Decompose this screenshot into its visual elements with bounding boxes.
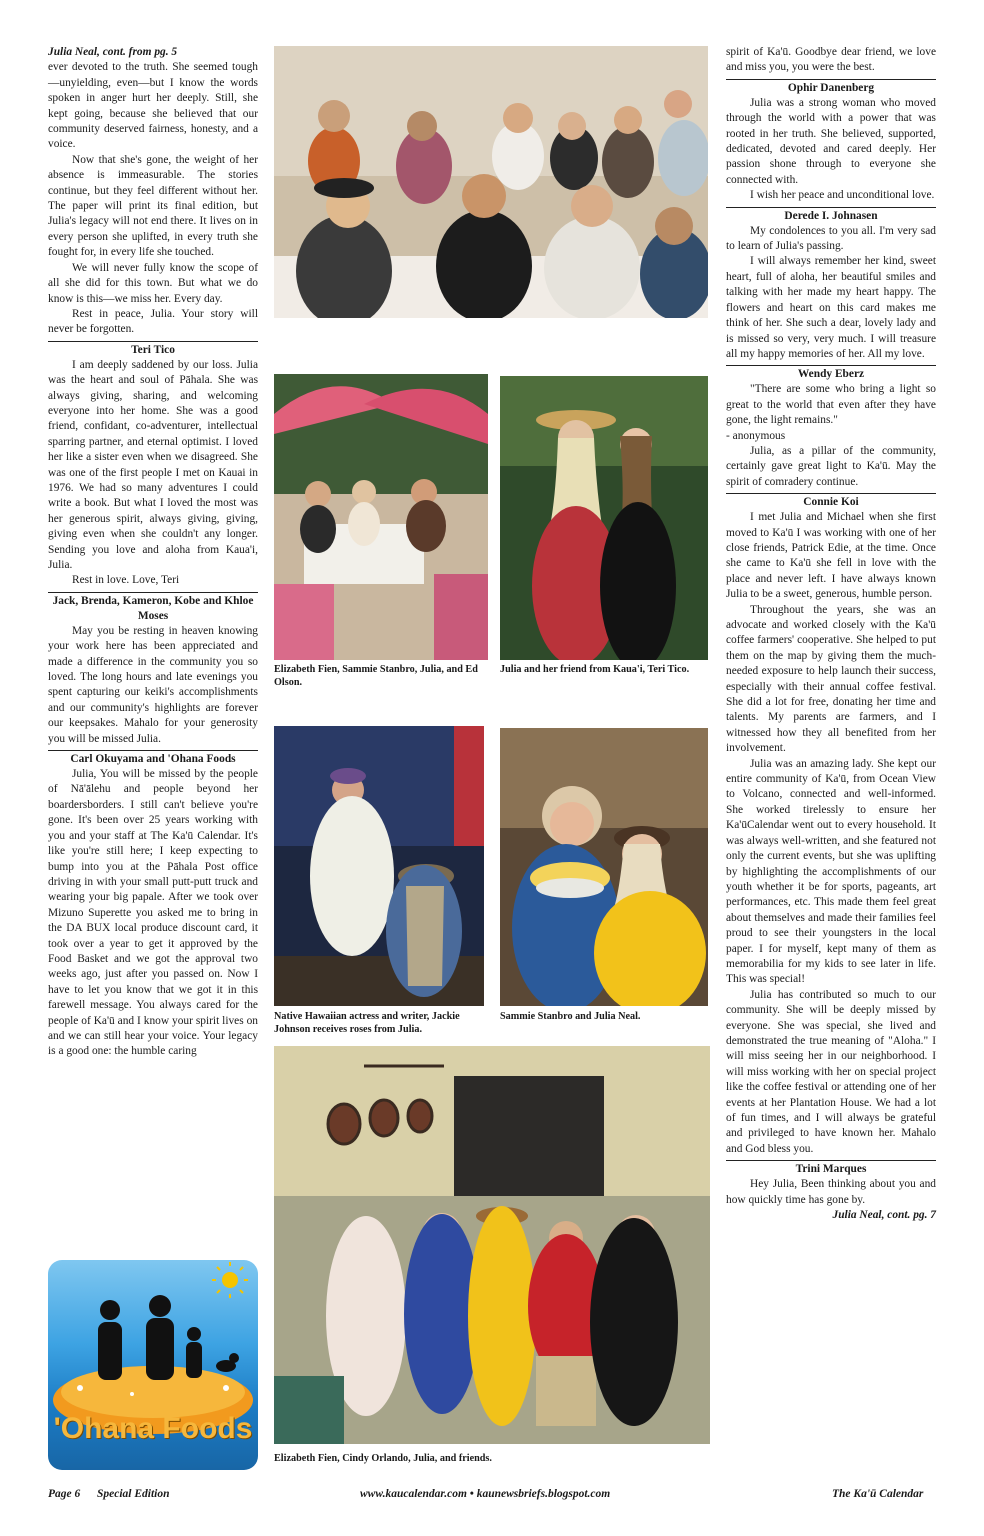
tribute-author-ophir: Ophir Danenberg: [726, 79, 936, 96]
caption-restaurant: Elizabeth Fien, Sammie Stanbro, Julia, and Ed Olson.: [274, 664, 478, 688]
tribute-paragraph: My condolences to you all. I'm very sad to learn of Julia's passing.: [726, 224, 936, 253]
tribute-paragraph: Rest in love. Love, Teri: [72, 574, 180, 587]
group-photo-table: [274, 46, 708, 318]
article-paragraph: ever devoted to the truth. She seemed tough—unyielding, even—but I know the words spoken in anger hurt her deeply. Still, she kept going, because she believed that our community deserved fairness, honesty, and a voice.: [48, 61, 258, 151]
tribute-author-moses: Jack, Brenda, Kameron, Kobe and Khloe Moses: [48, 592, 258, 624]
footer-page-number: Page 6: [48, 1488, 81, 1500]
column-right: [726, 45, 936, 1223]
quote-attribution: - anonymous: [726, 429, 786, 442]
tribute-paragraph: I met Julia and Michael when she first moved to Ka'ū I was working with one of her close friends, Patrick Edie, at the time. Once she came to Ka'ū she fell in love with the place and never left. I have always known Julia to be a sweet, generous, humble person.: [726, 511, 936, 601]
tribute-paragraph: May you be resting in heaven knowing your work here has been appreciated and made a difference in the community you so loved. The long hours and late evenings you spent capturing our keiki's accomplishments and our community's highlights are forever our keepsakes. Mahalo for your generosity you will be missed Julia.: [48, 624, 258, 745]
jackie-johnson-photo: [274, 726, 484, 1006]
article-paragraph: Now that she's gone, the weight of her absence is immeasurable. The stories continue, but they feel different without her. The paper will print its final edition, but Julia's legacy will not end there. It lives on in every person she uplifted, in every truth she fought for, in every life she touched.: [48, 153, 258, 259]
caption-jackie: Native Hawaiian actress and writer, Jackie Johnson receives roses from Julia.: [274, 1011, 460, 1035]
column-left: [48, 45, 258, 1060]
tribute-paragraph: Julia, as a pillar of the community, certainly gave great light to Ka'ū. May the spirit of comradery continue.: [726, 444, 936, 488]
footer-paper-name: The Ka'ū Calendar: [832, 1488, 924, 1500]
teri-tico-photo: [500, 376, 708, 660]
continued-from-heading: Julia Neal, cont. from pg. 5: [48, 46, 178, 58]
caption-sammie: Sammie Stanbro and Julia Neal.: [500, 1011, 641, 1022]
sammie-stanbro-photo: [500, 728, 708, 1006]
footer-website[interactable]: www.kaucalendar.com • kaunewsbriefs.blogspot.com: [360, 1488, 611, 1500]
footer-edition: Special Edition: [97, 1488, 170, 1500]
tribute-author-connie: Connie Koi: [726, 493, 936, 510]
tribute-paragraph: Throughout the years, she was an advocate and worked closely with the Ka'ū coffee farmers' cooperative. She helped to put them on the map by giving them the much-needed exposure to help launch their success, especially with their annual coffee festival. She did a lot for free, donating her time and talents. My parents are farmers, and I witnessed how they all benefited from her involvement.: [726, 603, 936, 755]
caption-kitchen: Elizabeth Fien, Cindy Orlando, Julia, and friends.: [274, 1453, 492, 1464]
tribute-author-wendy: Wendy Eberz: [726, 365, 936, 382]
tribute-paragraph: I wish her peace and unconditional love.: [750, 189, 935, 202]
continued-on-note: Julia Neal, cont. pg. 7: [832, 1209, 936, 1222]
tribute-quote: "There are some who bring a light so great to the world that even after they have gone, the light remains.": [726, 383, 936, 427]
tribute-paragraph: Julia has contributed so much to our community. She will be deeply missed by everyone. She was special, she lived and demonstrated the true meaning of "Aloha." I will miss seeing her in our neighborhood. I will miss working with her on special project like the coffee festival or attending one of her events at her Plantation House. We had a lot of fun times, and I will always be grateful and privileged to have known her. Mahalo and God bless you.: [726, 988, 936, 1155]
tribute-paragraph: Julia was a strong woman who moved through the world with a power that was rooted in her truth. She believed, supported, dedicated, devoted and cared deeply. Her passion shone through to everyone she connected with.: [726, 96, 936, 186]
article-paragraph: We will never fully know the scope of all she did for this town. But what we do know is this—we miss her. Every day.: [48, 261, 258, 305]
tribute-paragraph: Julia was an amazing lady. She kept our entire community of Ka'ū, from Ocean View to Volcano, connected and well-informed. She worked tirelessly to ensure her Ka'ūCalendar went out to every household. It was always well-written, and she featured not only the current events, but she was uplifting by highlighting the accomplishments of our youth whether it be for sports, pageants, art performances, etc. This made them feel great about themselves and made their families feel proud to see their youngsters in the local paper. I for myself, kept many of them as memorabilia for my kids to see later in life. This was special!: [726, 757, 936, 986]
restaurant-photo: [274, 374, 488, 660]
ohana-foods-ad[interactable]: [48, 1260, 258, 1470]
article-paragraph: spirit of Ka'ū. Goodbye dear friend, we love and miss you, you were the best.: [726, 46, 936, 74]
sun-icon: [212, 1262, 248, 1298]
tribute-paragraph: Hey Julia, Been thinking about you and how quickly time has gone by.: [726, 1178, 936, 1206]
kitchen-group-photo: [274, 1046, 710, 1444]
tribute-author-derede: Derede I. Johnasen: [726, 207, 936, 224]
tribute-author-trini: Trini Marques: [726, 1160, 936, 1177]
caption-teri: Julia and her friend from Kaua'i, Teri Tico.: [500, 664, 690, 675]
tribute-paragraph: I am deeply saddened by our loss. Julia was the heart and soul of Pāhala. She was always giving, sharing, and welcoming everyone into her home. She was a good friend, confidant, co-adventurer, intellectual sparring partner, and eternal optimist. I loved her like a sister even when we disagreed. She was one of the first people I met on Kauai in 1976. We had so many adventures I could write a book. But what I loved the most was her generous spirit, always giving, giving, giving even when she couldn't any longer. Sending you love and aloha from Kaua'i, Julia.: [48, 358, 258, 571]
tribute-author-teri: Teri Tico: [48, 341, 258, 358]
tribute-paragraph: Julia, You will be missed by the people of Nā'ālehu and people beyond her boardersborders. I still can't believe you're gone. It's been over 25 years working with you and your staff at The Ka'ū Calendar. It's like you're still here; I keep expecting to bump into you at the Pāhala Post office driving in with your small putt-putt truck and wearing your big papale. After we took over Mizuno Superette you asked me to bring in the DA BUX local produce discount card, it took over a year to get it approved by the Food Basket and we got the approval two weeks ago, just after you passed on. Now I have to let you know that we got it in this farewell message. You always cared for the people of Ka'ū and I know your spirit lives on and we can still hear your voice. Your legacy is a good one: the humble caring: [48, 768, 258, 1058]
tribute-paragraph: I will always remember her kind, sweet heart, full of aloha, her beautiful smiles and talking with her made my heart happy. The flowers and heart on this card makes me think of her. She such a dear, lovely lady and is missed so very, very much. I will treasure all my happy memories of her. All my love.: [726, 255, 936, 360]
article-paragraph: Rest in peace, Julia. Your story will never be forgotten.: [48, 307, 258, 336]
ad-brand-text: 'Ohana Foods: [53, 1412, 253, 1445]
tribute-author-carl: Carl Okuyama and 'Ohana Foods: [48, 750, 258, 767]
